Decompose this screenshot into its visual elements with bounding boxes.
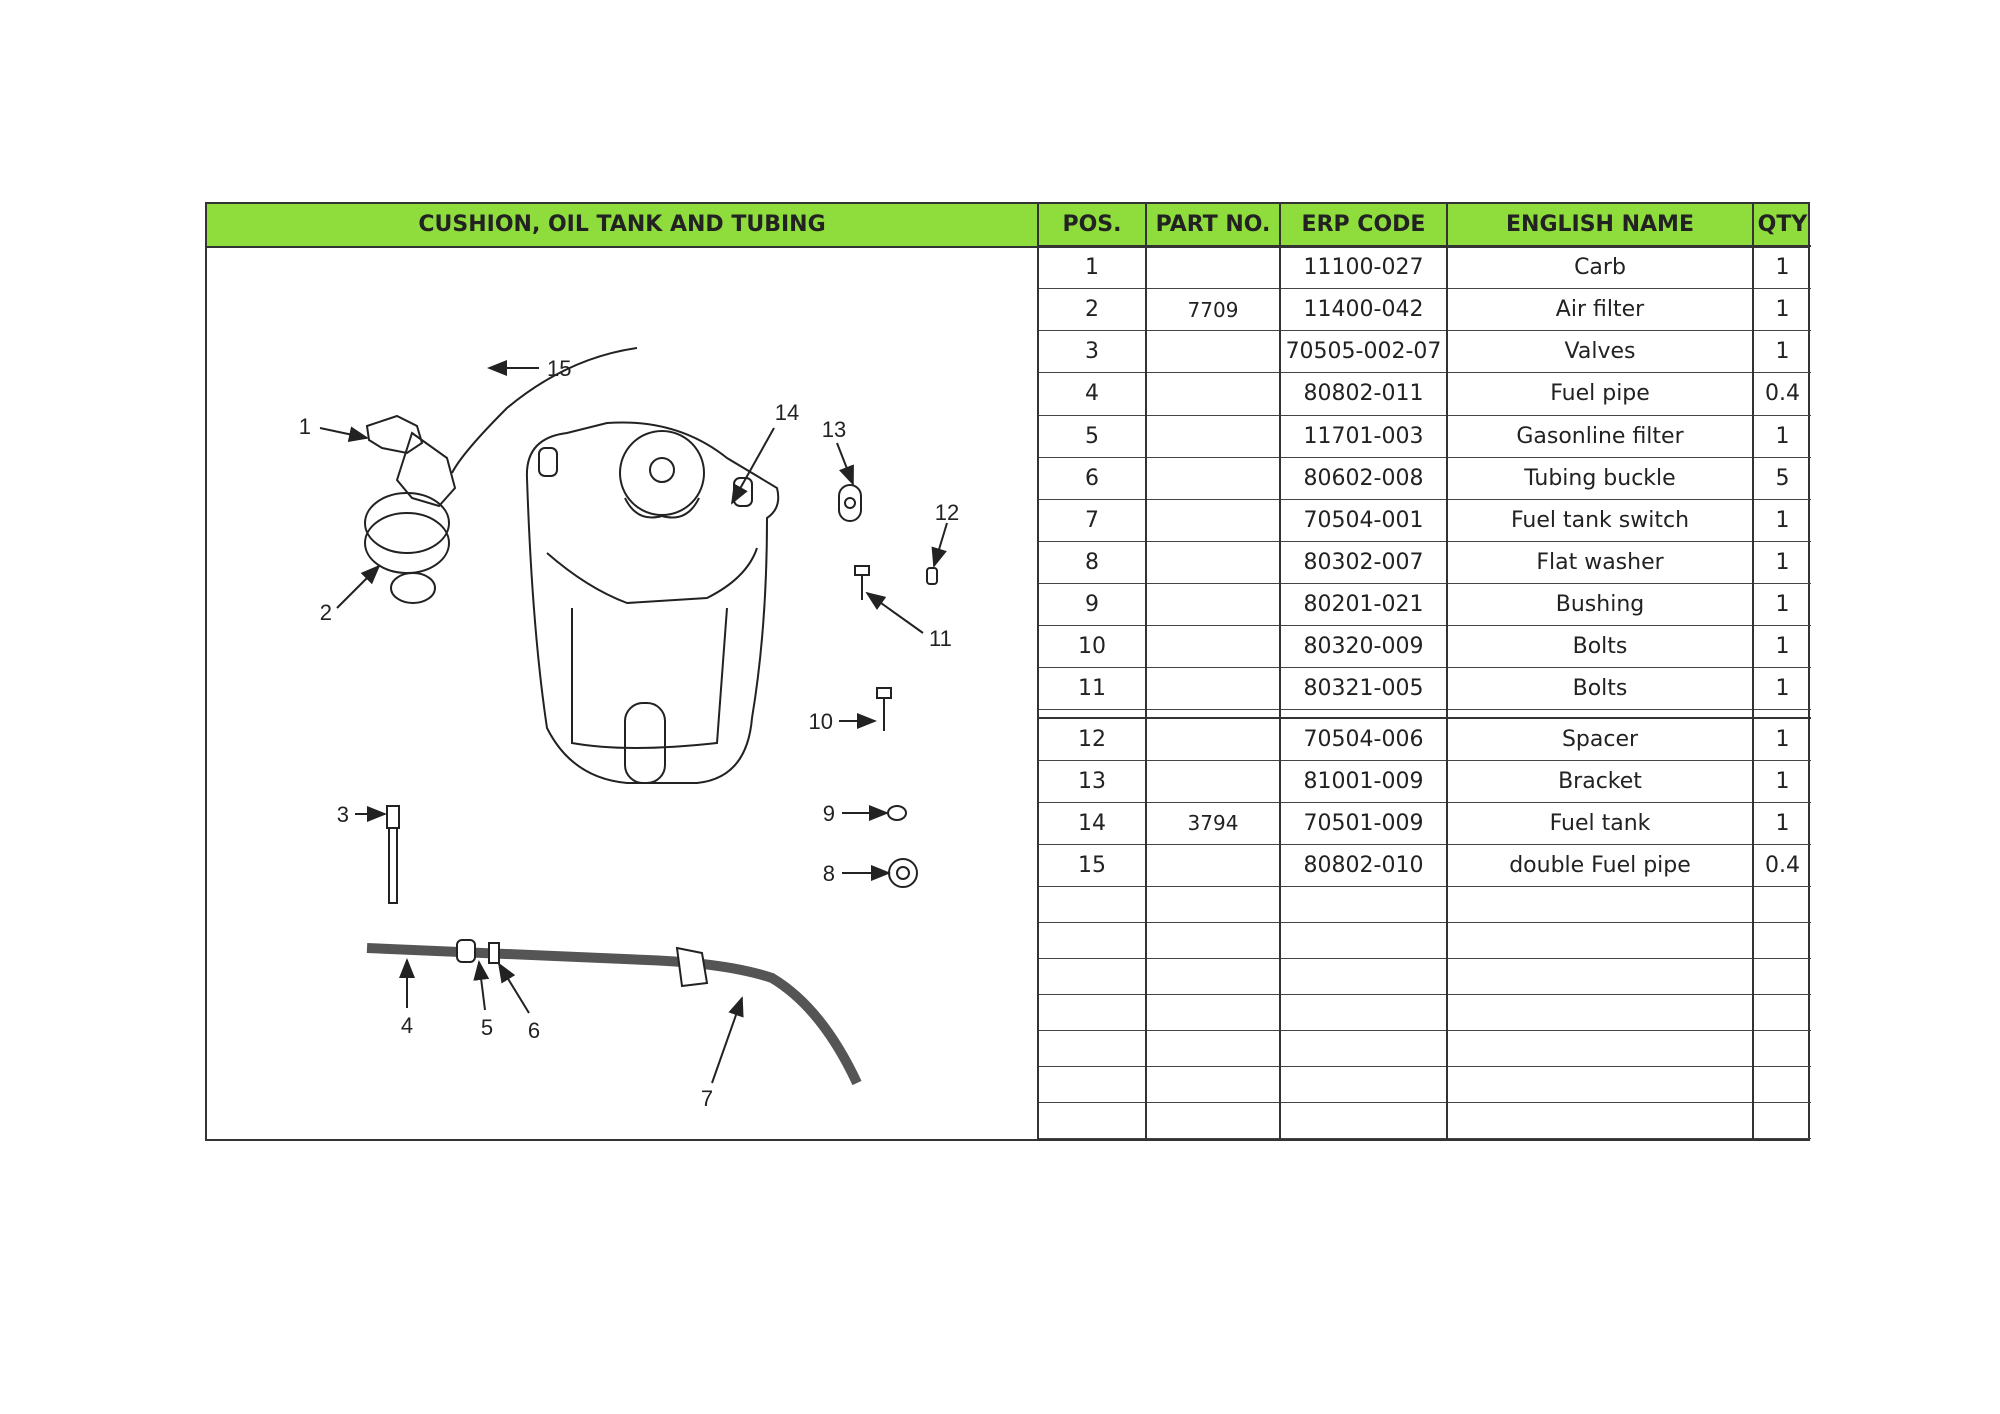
- cell-qty: 1: [1753, 499, 1811, 541]
- cell-qty: 1: [1753, 802, 1811, 844]
- diagram-drawing: [207, 248, 1037, 1141]
- table-row: [1038, 626, 1811, 668]
- cell-qty: 1: [1753, 331, 1811, 373]
- cell-erp: 80302-007: [1280, 541, 1447, 583]
- flat-washer-drawing: [889, 859, 917, 887]
- header-erp-code: ERP CODE: [1280, 204, 1447, 246]
- cell-qty: 0.4: [1753, 373, 1811, 415]
- cell-part-no: [1146, 541, 1280, 583]
- callout-10: 10: [808, 709, 833, 734]
- cell-name: Bolts: [1447, 626, 1753, 668]
- cell-name: Fuel tank: [1447, 802, 1753, 844]
- cell-part-no: [1146, 584, 1280, 626]
- cell-erp: 70505-002-07: [1280, 331, 1447, 373]
- cell-name: Bracket: [1447, 760, 1753, 802]
- cell-erp: 80321-005: [1280, 668, 1447, 710]
- empty-row: [1038, 959, 1811, 995]
- cell-part-no: [1146, 457, 1280, 499]
- cell-pos: 8: [1038, 541, 1146, 583]
- air-filter-drawing: [365, 493, 449, 553]
- callout-1: 1: [298, 414, 311, 439]
- cell-part-no: [1146, 415, 1280, 457]
- cell-erp: 70504-006: [1280, 718, 1447, 761]
- diagram-title: CUSHION, OIL TANK AND TUBING: [418, 212, 826, 237]
- cell-part-no: [1146, 331, 1280, 373]
- cell-pos: 3: [1038, 331, 1146, 373]
- callout-3: 3: [336, 802, 349, 827]
- cell-part-no: [1146, 499, 1280, 541]
- group-separator: [1038, 710, 1811, 718]
- part-drawings: [365, 348, 937, 1083]
- cell-pos: 11: [1038, 668, 1146, 710]
- exploded-diagram: [207, 248, 1037, 1141]
- cell-pos: 10: [1038, 626, 1146, 668]
- cell-erp: 11701-003: [1280, 415, 1447, 457]
- table-row: [1038, 415, 1811, 457]
- valve-drawing: [387, 806, 399, 828]
- cell-pos: 6: [1038, 457, 1146, 499]
- table-row: [1038, 246, 1811, 289]
- callout-4: 4: [400, 1013, 414, 1038]
- cell-name: Bolts: [1447, 668, 1753, 710]
- cell-pos: 12: [1038, 718, 1146, 761]
- table-row: [1038, 289, 1811, 331]
- empty-row: [1038, 1066, 1811, 1102]
- cell-qty: 1: [1753, 760, 1811, 802]
- table-header-row: [1038, 204, 1811, 246]
- callout-13: 13: [821, 417, 847, 442]
- empty-row: [1038, 887, 1811, 923]
- double-fuel-pipe-drawing: [452, 348, 637, 473]
- cell-name: double Fuel pipe: [1447, 844, 1753, 886]
- table-row: [1038, 457, 1811, 499]
- fuel-tank-switch-drawing: [677, 948, 707, 986]
- callout-9: 9: [822, 801, 835, 826]
- cell-part-no: 7709: [1146, 289, 1280, 331]
- cell-qty: 1: [1753, 289, 1811, 331]
- table-body: [1038, 246, 1811, 1139]
- callout-12: 12: [934, 500, 960, 525]
- callout-labels: [299, 356, 959, 1111]
- table-row: [1038, 844, 1811, 886]
- cell-erp: 81001-009: [1280, 760, 1447, 802]
- cell-erp: 80802-011: [1280, 373, 1447, 415]
- table-row: [1038, 373, 1811, 415]
- cell-pos: 4: [1038, 373, 1146, 415]
- cell-erp: 11400-042: [1280, 289, 1447, 331]
- cell-qty: 1: [1753, 415, 1811, 457]
- cell-name: Fuel tank switch: [1447, 499, 1753, 541]
- cell-qty: 0.4: [1753, 844, 1811, 886]
- cell-pos: 2: [1038, 289, 1146, 331]
- callout-11: 11: [929, 626, 952, 651]
- cell-pos: 1: [1038, 246, 1146, 289]
- callout-14: 14: [774, 400, 800, 425]
- empty-row: [1038, 923, 1811, 959]
- callout-15: 15: [547, 356, 572, 381]
- cell-name: Carb: [1447, 246, 1753, 289]
- cell-name: Fuel pipe: [1447, 373, 1753, 415]
- cell-pos: 7: [1038, 499, 1146, 541]
- cell-part-no: [1146, 668, 1280, 710]
- table-row: [1038, 541, 1811, 583]
- cell-part-no: [1146, 844, 1280, 886]
- header-part-no: PART NO.: [1146, 204, 1280, 246]
- cell-qty: 1: [1753, 668, 1811, 710]
- cell-erp: 80802-010: [1280, 844, 1447, 886]
- cell-name: Valves: [1447, 331, 1753, 373]
- callout-7: 7: [700, 1086, 714, 1111]
- spacer-drawing: [927, 568, 937, 584]
- cell-erp: 70501-009: [1280, 802, 1447, 844]
- callout-8: 8: [822, 861, 835, 886]
- cell-qty: 5: [1753, 457, 1811, 499]
- bolt-11-drawing: [855, 566, 869, 575]
- table-row: [1038, 718, 1811, 761]
- cell-erp: 80201-021: [1280, 584, 1447, 626]
- cell-qty: 1: [1753, 246, 1811, 289]
- cell-name: Spacer: [1447, 718, 1753, 761]
- table-row: [1038, 760, 1811, 802]
- empty-row: [1038, 1102, 1811, 1138]
- cell-part-no: [1146, 626, 1280, 668]
- cell-erp: 70504-001: [1280, 499, 1447, 541]
- callout-2: 2: [319, 600, 332, 625]
- leader-lines: [320, 368, 947, 1083]
- callout-5: 5: [480, 1015, 494, 1040]
- empty-row: [1038, 1030, 1811, 1066]
- cell-erp: 11100-027: [1280, 246, 1447, 289]
- table-row: [1038, 802, 1811, 844]
- cell-pos: 14: [1038, 802, 1146, 844]
- bolt-10-drawing: [877, 688, 891, 698]
- cell-part-no: [1146, 718, 1280, 761]
- table-row: [1038, 668, 1811, 710]
- cell-erp: 80602-008: [1280, 457, 1447, 499]
- cell-pos: 13: [1038, 760, 1146, 802]
- table-row: [1038, 499, 1811, 541]
- cell-pos: 5: [1038, 415, 1146, 457]
- cell-part-no: [1146, 246, 1280, 289]
- cell-part-no: 3794: [1146, 802, 1280, 844]
- cell-qty: 1: [1753, 541, 1811, 583]
- bracket-drawing: [839, 485, 861, 521]
- cell-name: Air filter: [1447, 289, 1753, 331]
- parts-sheet: [205, 202, 1810, 1141]
- cell-qty: 1: [1753, 626, 1811, 668]
- cell-pos: 9: [1038, 584, 1146, 626]
- header-qty: QTY: [1753, 204, 1811, 246]
- cell-pos: 15: [1038, 844, 1146, 886]
- parts-table: [1037, 204, 1811, 1139]
- cell-part-no: [1146, 760, 1280, 802]
- header-english-name: ENGLISH NAME: [1447, 204, 1753, 246]
- cell-part-no: [1146, 373, 1280, 415]
- table-row: [1038, 331, 1811, 373]
- empty-row: [1038, 994, 1811, 1030]
- cell-name: Tubing buckle: [1447, 457, 1753, 499]
- bushing-drawing: [888, 806, 906, 820]
- fuel-line-drawing: [367, 948, 857, 1083]
- table-row: [1038, 584, 1811, 626]
- cell-erp: 80320-009: [1280, 626, 1447, 668]
- cell-qty: 1: [1753, 718, 1811, 761]
- cell-qty: 1: [1753, 584, 1811, 626]
- cell-name: Bushing: [1447, 584, 1753, 626]
- cell-name: Flat washer: [1447, 541, 1753, 583]
- callout-6: 6: [527, 1018, 541, 1043]
- cell-name: Gasonline filter: [1447, 415, 1753, 457]
- header-pos: POS.: [1038, 204, 1146, 246]
